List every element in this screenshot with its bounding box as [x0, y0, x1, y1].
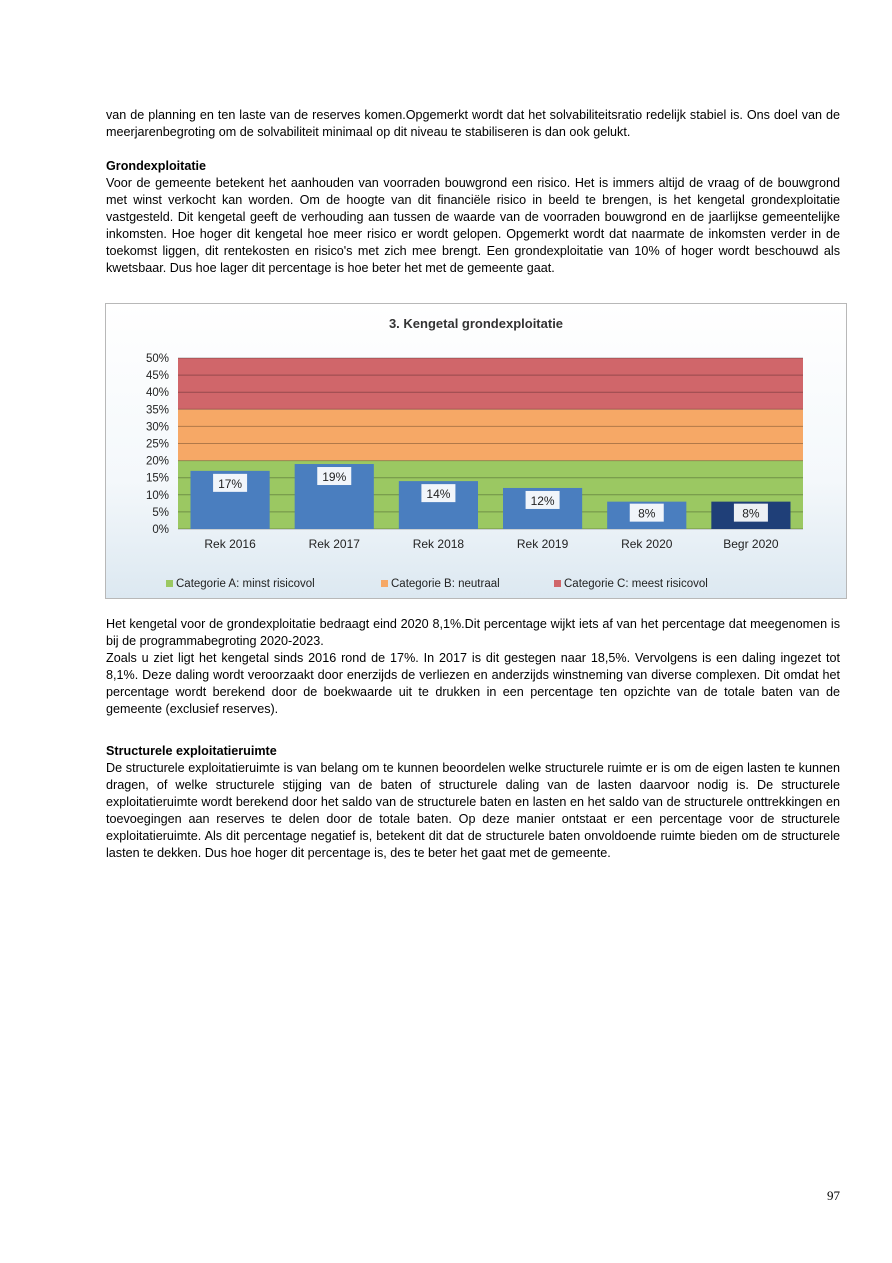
after-chart-text-2: Zoals u ziet ligt het kengetal sinds 2016 rond de 17%. In 2017 is dit gestegen naar 18,5%. Vervolgens is een daling ingezet tot 8,1%. Deze daling wordt veroorzaakt door enerzijds de verliezen en anderzijds winstneming van diverse complexen. Dit omdat het percentage wordt berekend door de boekwaarde uit te drukken in een percentage ten opzichte van de totale baten van de gemeente (exclusief reserves).	[106, 651, 840, 716]
y-tick-label: 25%	[145, 438, 169, 451]
x-tick-label: Rek 2018	[412, 537, 465, 551]
grondexploitatie-body: Voor de gemeente betekent het aanhouden van voorraden bouwgrond een risico. Het is immers altijd de vraag of de bouwgrond met winst verkocht kan worden. Om de hoogte van dit financiële risico in beeld te brengen, is het kengetal grondexploitatie vastgesteld. Dit kengetal geeft de verhouding aan tussen de waarde van de voorraden bouwgrond en de jaarlijkse gemeentelijke inkomsten. Hoe hoger dit kengetal hoe meer risico er wordt gelopen. Opgemerkt wordt dat naarmate de inkomsten verder in de toekomst liggen, dit rentekosten en risico's met zich mee brengt. Een grondexploitatie van 10% of hoger wordt beschouwd als kwetsbaar. Dus hoe lager dit percentage is hoe beter het met de gemeente gaat.	[106, 176, 840, 275]
data-label: 8%	[638, 506, 656, 521]
legend-swatch	[554, 580, 561, 587]
chart-title: 3. Kengetal grondexploitatie	[388, 316, 564, 331]
y-tick-label: 10%	[145, 489, 169, 502]
after-chart-text-1: Het kengetal voor de grondexploitatie bedraagt eind 2020 8,1%.Dit percentage wijkt iets af van het percentage dat meegenomen is bij de programmabegroting 2020-2023.	[106, 617, 840, 648]
legend-label: Categorie B: neutraal	[391, 578, 500, 590]
x-tick-label: Rek 2020	[621, 537, 673, 551]
y-tick-label: 35%	[145, 404, 169, 417]
y-tick-label: 5%	[152, 506, 169, 519]
grondexploitatie-section	[106, 158, 840, 277]
kengetal-chart	[105, 303, 847, 599]
intro-paragraph	[106, 107, 840, 141]
x-tick-label: Rek 2017	[308, 537, 360, 551]
structurele-section	[106, 743, 840, 862]
data-label: 12%	[530, 493, 555, 508]
y-tick-label: 45%	[145, 370, 169, 383]
legend-swatch	[381, 580, 388, 587]
legend-label: Categorie A: minst risicovol	[176, 578, 315, 590]
y-tick-label: 15%	[145, 472, 169, 485]
grondexploitatie-heading: Grondexploitatie	[106, 159, 207, 173]
x-tick-label: Rek 2019	[516, 537, 569, 551]
data-label: 19%	[322, 470, 347, 485]
y-tick-label: 40%	[145, 387, 169, 400]
after-chart-paragraph-1	[106, 616, 840, 650]
data-label: 8%	[742, 506, 760, 521]
after-chart-paragraph-2	[106, 650, 840, 718]
page-number: 97	[827, 1188, 840, 1203]
intro-text: van de planning en ten laste van de reserves komen.Opgemerkt wordt dat het solvabiliteitsratio redelijk stabiel is. Ons doel van de meerjarenbegroting om de solvabiliteit minimaal op dit niveau te stabiliseren is dan ook gelukt.	[106, 108, 840, 139]
x-tick-label: Begr 2020	[723, 537, 779, 551]
structurele-body: De structurele exploitatieruimte is van belang om te kunnen beoordelen welke structurele ruimte er is om de eigen lasten te kunnen dragen, of welke structurele stijging van de baten of structurele daling van de lasten daarvoor nodig is. De structurele exploitatieruimte wordt berekend door het saldo van de structurele baten en lasten en het saldo van de structurele onttrekkingen en toevoegingen aan reserves te delen door de totale baten. Op deze manier ontstaat er een percentage voor de structurele exploitatieruimte. Als dit percentage negatief is, betekent dit dat de structurele baten onvoldoende ruimte bieden om de structurele lasten te dekken. Dus hoe hoger dit percentage is, des te beter het gaat met de gemeente.	[106, 761, 840, 860]
band-1	[178, 409, 803, 460]
legend-swatch	[166, 580, 173, 587]
data-label: 17%	[218, 476, 243, 491]
chart-svg	[106, 304, 846, 598]
data-label: 14%	[426, 487, 451, 502]
y-tick-label: 50%	[145, 353, 169, 365]
band-2	[178, 358, 803, 409]
x-tick-label: Rek 2016	[204, 537, 256, 551]
legend-label: Categorie C: meest risicovol	[564, 578, 708, 590]
y-tick-label: 20%	[145, 455, 169, 468]
y-tick-label: 0%	[152, 524, 169, 536]
structurele-heading: Structurele exploitatieruimte	[106, 744, 277, 758]
y-tick-label: 30%	[145, 421, 169, 434]
